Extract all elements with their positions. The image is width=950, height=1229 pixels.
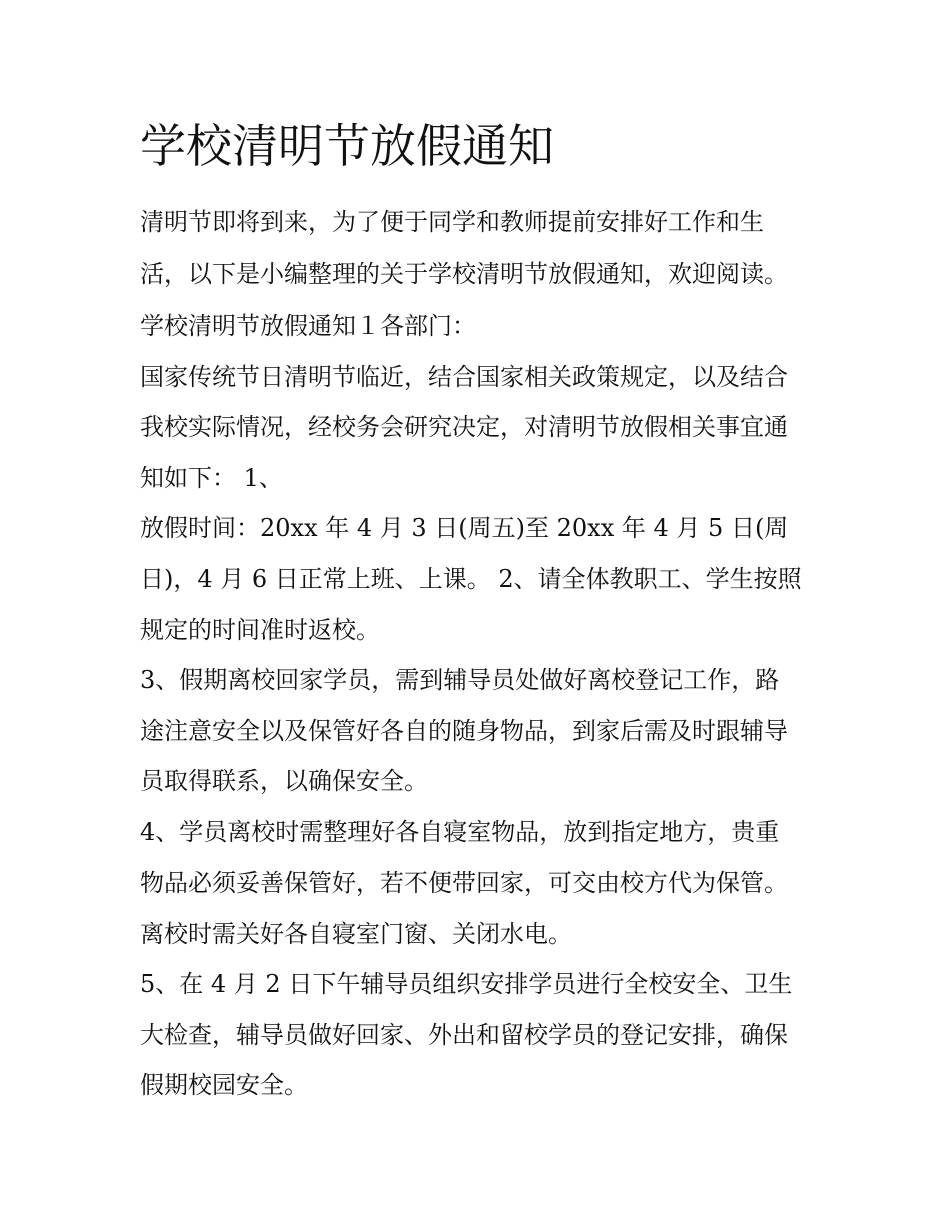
text-line-9: 规定的时间准时返校。 <box>140 616 380 644</box>
text-line-17: 大检查，辅导员做好回家、外出和留校学员的登记安排，确保 <box>140 1021 788 1049</box>
text-line-1: 清明节即将到来，为了便于同学和教师提前安排好工作和生 <box>140 208 764 236</box>
text-line-14: 物品必须妥善保管好，若不便带回家，可交由校方代为保管。 <box>140 869 788 897</box>
text-line-13: 4、学员离校时需整理好各自寝室物品，放到指定地方，贵重 <box>140 818 780 846</box>
text-line-16: 5、在 4 月 2 日下午辅导员组织安排学员进行全校安全、卫生 <box>140 970 793 998</box>
text-line-7: 放假时间：20xx 年 4 月 3 日(周五)至 20xx 年 4 月 5 日(周 <box>140 514 789 542</box>
text-line-2: 活，以下是小编整理的关于学校清明节放假通知，欢迎阅读。 <box>140 260 788 288</box>
text-line-18: 假期校园安全。 <box>140 1071 308 1099</box>
text-line-3: 学校清明节放假通知１各部门： <box>140 312 476 340</box>
text-line-4: 国家传统节日清明节临近，结合国家相关政策规定，以及结合 <box>140 363 788 391</box>
text-line-12: 员取得联系，以确保安全。 <box>140 767 428 795</box>
document-title: 学校清明节放假通知 <box>140 119 554 173</box>
text-line-5: 我校实际情况，经校务会研究决定，对清明节放假相关事宜通 <box>140 413 788 441</box>
text-line-6: 知如下： 1、 <box>140 464 283 492</box>
text-line-8: 日)，4 月 6 日正常上班、上课。 2、请全体教职工、学生按照 <box>140 565 802 593</box>
text-line-15: 离校时需关好各自寝室门窗、关闭水电。 <box>140 920 572 948</box>
text-line-11: 途注意安全以及保管好各自的随身物品，到家后需及时跟辅导 <box>140 717 788 745</box>
text-line-10: 3、假期离校回家学员，需到辅导员处做好离校登记工作，路 <box>140 666 780 694</box>
